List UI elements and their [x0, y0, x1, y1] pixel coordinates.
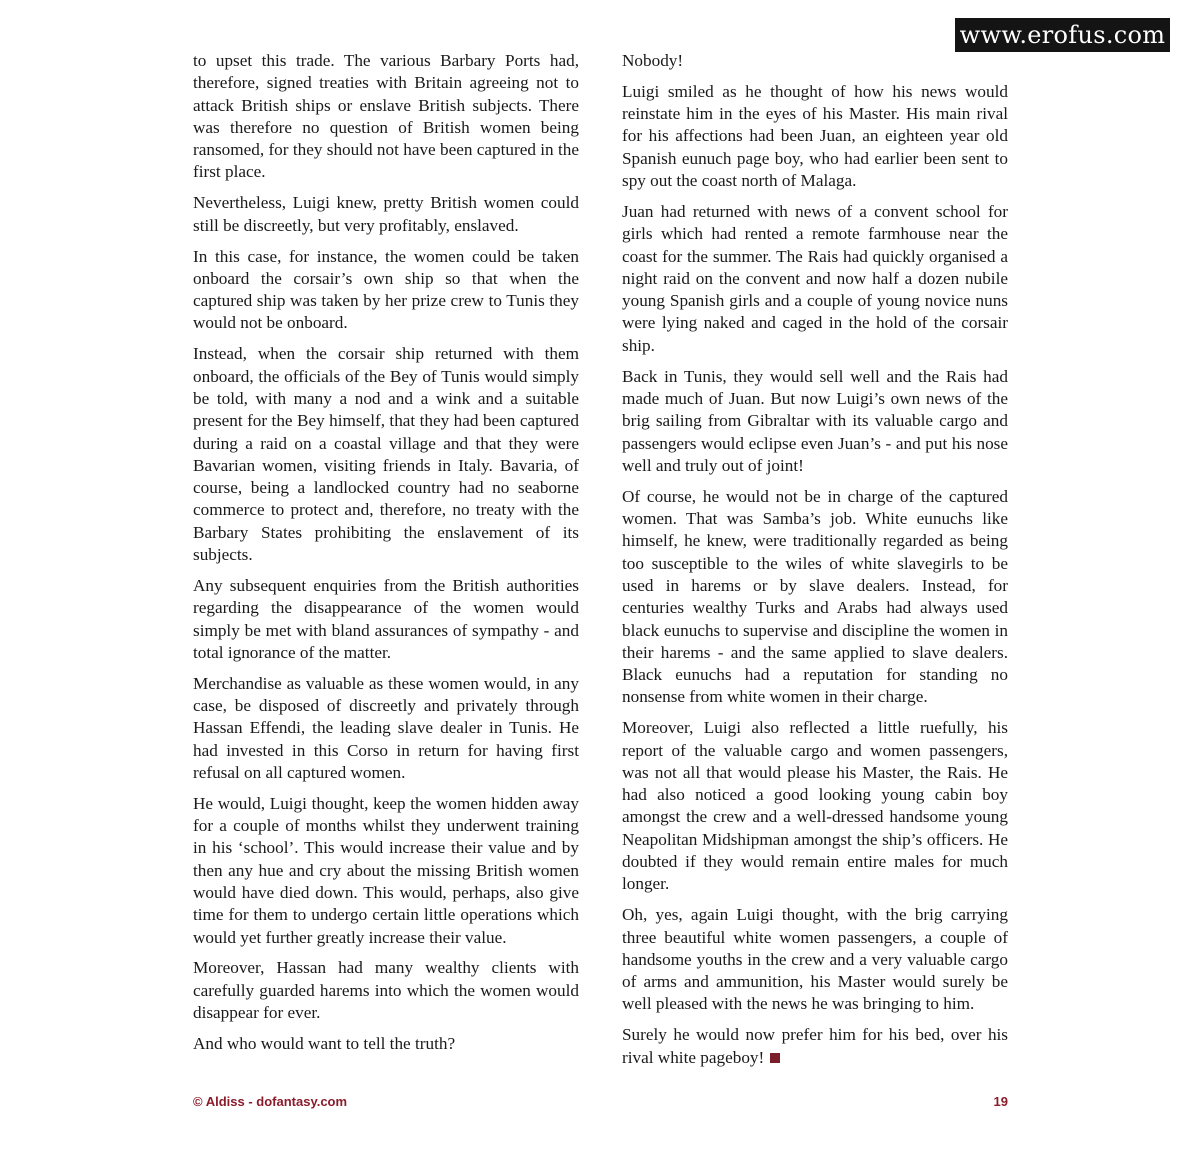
- paragraph: Back in Tunis, they would sell well and the Rais had made much of Juan. But now Luigi’s own news of the brig sailing from Gibraltar with its valuable cargo and passengers would eclipse even Juan’s - and put his nose well and truly out of joint!: [622, 366, 1008, 475]
- paragraph: Instead, when the corsair ship returned with them onboard, the officials of the Bey of Tunis would simply be told, with many a nod and a wink and a suitable present for the Bey himself, that they had been captured during a raid on a coastal village and that they were Bavarian women, visiting friends in Italy. Bavaria, of course, being a landlocked country had no seaborne commerce to protect and, therefore, no treaty with the Barbary States prohibiting the enslavement of its subjects.: [193, 344, 579, 565]
- paragraph: Juan had returned with news of a convent school for girls which had rented a remote farmhouse near the coast for the summer. The Rais had quickly organised a night raid on the convent and now half a dozen nubile young Spanish girls and a couple of young novice nuns were lying naked and caged in the hold of the corsair ship.: [622, 201, 1008, 355]
- page-number: 19: [993, 1094, 1008, 1109]
- paragraph: Nobody!: [622, 51, 684, 70]
- paragraph: In this case, for instance, the women could be taken onboard the corsair’s own ship so that when the captured ship was taken by her prize crew to Tunis they would not be onboard.: [193, 246, 579, 333]
- paragraph: Moreover, Hassan had many wealthy clients with carefully guarded harems into which the women would disappear for ever.: [193, 958, 579, 1023]
- paragraph: He would, Luigi thought, keep the women hidden away for a couple of months whilst they underwent training in his ‘school’. This would increase their value and by then any hue and cry about the missing British women would have died down. This would, perhaps, also give time for them to undergo certain little operations which would yet further greatly increase their value.: [193, 793, 579, 947]
- final-paragraph: [622, 1024, 1008, 1069]
- left-column: [193, 50, 579, 1064]
- right-column: [622, 50, 1008, 1078]
- paragraph: And who would want to tell the truth?: [193, 1033, 456, 1053]
- paragraph: to upset this trade. The various Barbary Ports had, therefore, signed treaties with Britain agreeing not to attack British ships or enslave British subjects. There was therefore no question of British women being ransomed, for they should not have been captured in the first place.: [193, 51, 579, 182]
- end-of-story-icon: [770, 1053, 780, 1063]
- paragraph: Moreover, Luigi also reflected a little ruefully, his report of the valuable cargo and women passengers, was not all that would please his Master, the Rais. He had also noticed a good looking young cabin boy amongst the crew and a well-dressed handsome young Neapolitan Midshipman amongst the ship’s officers. He doubted if they would remain entire males for much longer.: [622, 718, 1008, 894]
- paragraph: Merchandise as valuable as these women would, in any case, be disposed of discreetly and privately through Hassan Effendi, the leading slave dealer in Tunis. He had invested in this Corso in return for having first refusal on all captured women.: [193, 673, 579, 782]
- paragraph: Any subsequent enquiries from the British authorities regarding the disappearance of the women would simply be met with bland assurances of sympathy - and total ignorance of the matter.: [193, 575, 579, 662]
- paragraph: Of course, he would not be in charge of the captured women. That was Samba’s job. White eunuchs like himself, he knew, were traditionally regarded as being too susceptible to the wiles of white slavegirls to be used in harems or by slave dealers. Instead, for centuries wealthy Turks and Arabs had always used black eunuchs to supervise and discipline the women in their harems - and the same applied to slave dealers. Black eunuchs had a reputation for standing no nonsense from white women in their charge.: [622, 486, 1008, 707]
- paragraph: Oh, yes, again Luigi thought, with the brig carrying three beautiful white women passengers, a couple of handsome youths in the crew and a very valuable cargo of arms and ammunition, his Master would surely be well pleased with the news he was bringing to him.: [622, 905, 1008, 1014]
- watermark: www.erofus.com: [955, 18, 1170, 52]
- paragraph: Nevertheless, Luigi knew, pretty British women could still be discreetly, but very profitably, enslaved.: [193, 193, 579, 235]
- final-paragraph-text: Surely he would now prefer him for his bed, over his rival white pageboy!: [622, 1025, 1008, 1067]
- paragraph: Luigi smiled as he thought of how his news would reinstate him in the eyes of his Master. His main rival for his affections had been Juan, an eighteen year old Spanish eunuch page boy, who had earlier been sent to spy out the coast north of Malaga.: [622, 81, 1008, 191]
- copyright-footer: © Aldiss - dofantasy.com: [193, 1094, 348, 1109]
